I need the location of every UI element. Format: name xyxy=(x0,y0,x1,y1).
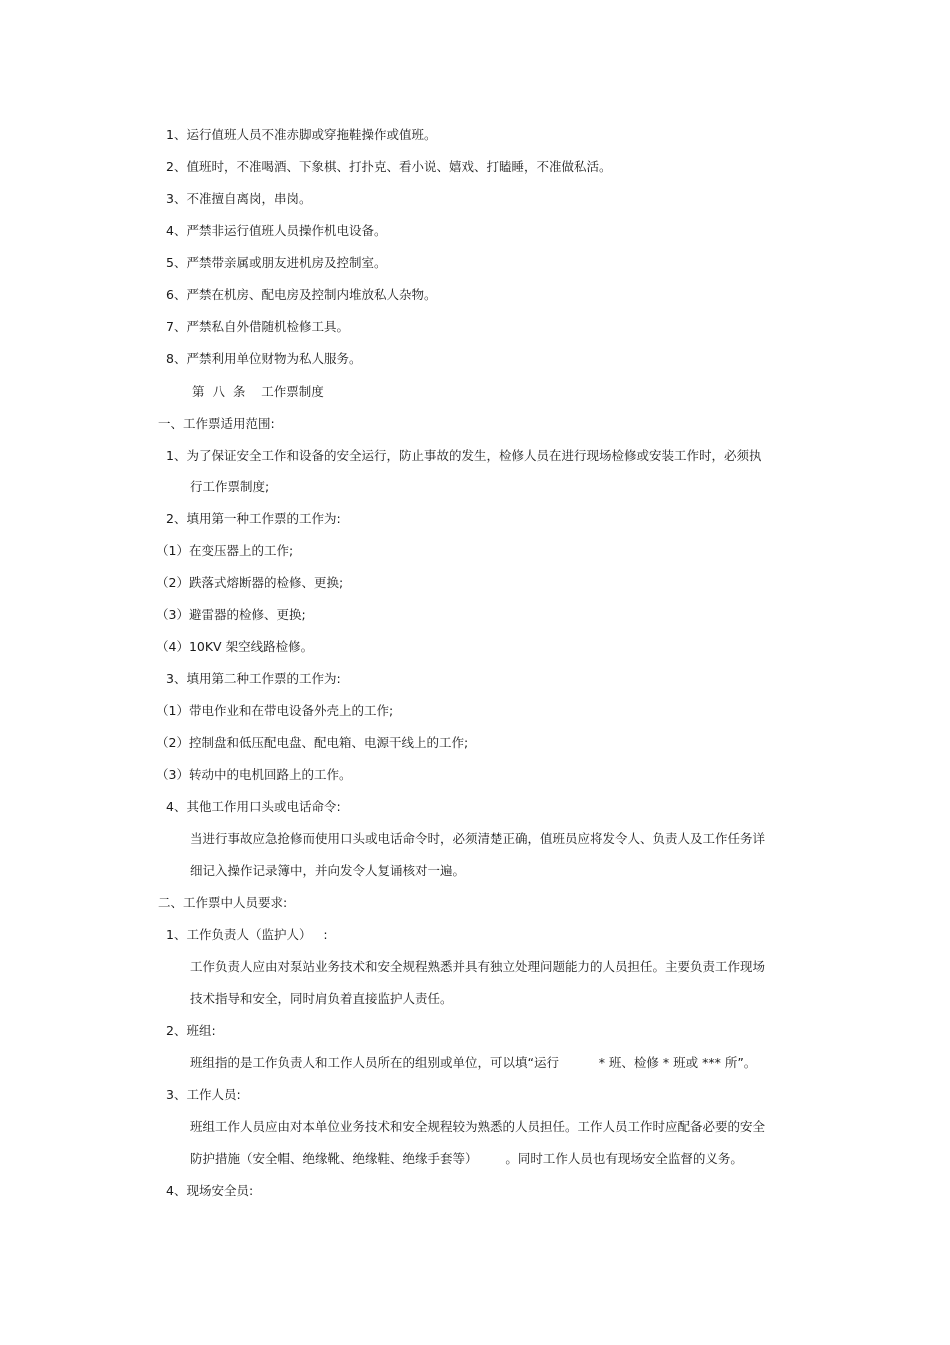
text-line: 班组指的是工作负责人和工作人员所在的组别或单位，可以填“运行 * 班、检修 * 班或 *** 所”。 xyxy=(190,1055,757,1070)
text-line: 2、班组: xyxy=(166,1023,216,1038)
text-line: 4、其他工作用口头或电话命令: xyxy=(166,799,341,814)
text-line: 第 八 条 工作票制度 xyxy=(192,384,324,399)
text-line: 工作负责人应由对泵站业务技术和安全规程熟悉并具有独立处理问题能力的人员担任。主要负责工作现场 xyxy=(190,959,766,974)
text-line: 3、填用第二种工作票的工作为: xyxy=(166,671,341,686)
text-line: 2、填用第一种工作票的工作为: xyxy=(166,511,341,526)
text-line: 5、严禁带亲属或朋友进机房及控制室。 xyxy=(166,255,387,270)
text-line: （1）在变压器上的工作; xyxy=(156,543,294,558)
text-line: 当进行事故应急抢修而使用口头或电话命令时，必须清楚正确，值班员应将发令人、负责人及工作任务详 xyxy=(190,831,766,846)
text-line: 一、工作票适用范围: xyxy=(158,416,275,431)
text-line: 6、严禁在机房、配电房及控制内堆放私人杂物。 xyxy=(166,287,437,302)
text-line: 1、为了保证安全工作和设备的安全运行，防止事故的发生，检修人员在进行现场检修或安装工作时，必须执 xyxy=(166,448,762,463)
text-line: （1）带电作业和在带电设备外壳上的工作; xyxy=(156,703,394,718)
text-line: （4）10KV 架空线路检修。 xyxy=(156,639,314,654)
text-line: （3）避雷器的检修、更换; xyxy=(156,607,306,622)
text-line: 2、值班时，不准喝酒、下象棋、打扑克、看小说、嬉戏、打瞌睡，不准做私活。 xyxy=(166,159,612,174)
text-line: 细记入操作记录簿中，并向发令人复诵核对一遍。 xyxy=(190,863,466,878)
text-line: 4、严禁非运行值班人员操作机电设备。 xyxy=(166,223,387,238)
text-line: 3、工作人员: xyxy=(166,1087,241,1102)
text-line: （2）跌落式熔断器的检修、更换; xyxy=(156,575,344,590)
text-line: （3）转动中的电机回路上的工作。 xyxy=(156,767,352,782)
text-line: 8、严禁利用单位财物为私人服务。 xyxy=(166,351,362,366)
text-line: 二、工作票中人员要求: xyxy=(158,895,288,910)
text-line: 1、运行值班人员不准赤脚或穿拖鞋操作或值班。 xyxy=(166,127,437,142)
text-line: 行工作票制度; xyxy=(190,479,270,494)
text-line: 班组工作人员应由对本单位业务技术和安全规程较为熟悉的人员担任。工作人员工作时应配备必要的安全 xyxy=(190,1119,766,1134)
text-line: 7、严禁私自外借随机检修工具。 xyxy=(166,319,349,334)
text-line: 技术指导和安全，同时肩负着直接监护人责任。 xyxy=(190,991,453,1006)
text-line: 3、不准擅自离岗，串岗。 xyxy=(166,191,312,206)
text-line: 防护措施（安全帽、绝缘靴、绝缘鞋、绝缘手套等） 。同时工作人员也有现场安全监督的义务。 xyxy=(190,1151,743,1166)
text-line: 1、工作负责人（监护人） : xyxy=(166,927,328,942)
text-line: （2）控制盘和低压配电盘、配电箱、电源干线上的工作; xyxy=(156,735,469,750)
text-line: 4、现场安全员: xyxy=(166,1183,254,1198)
